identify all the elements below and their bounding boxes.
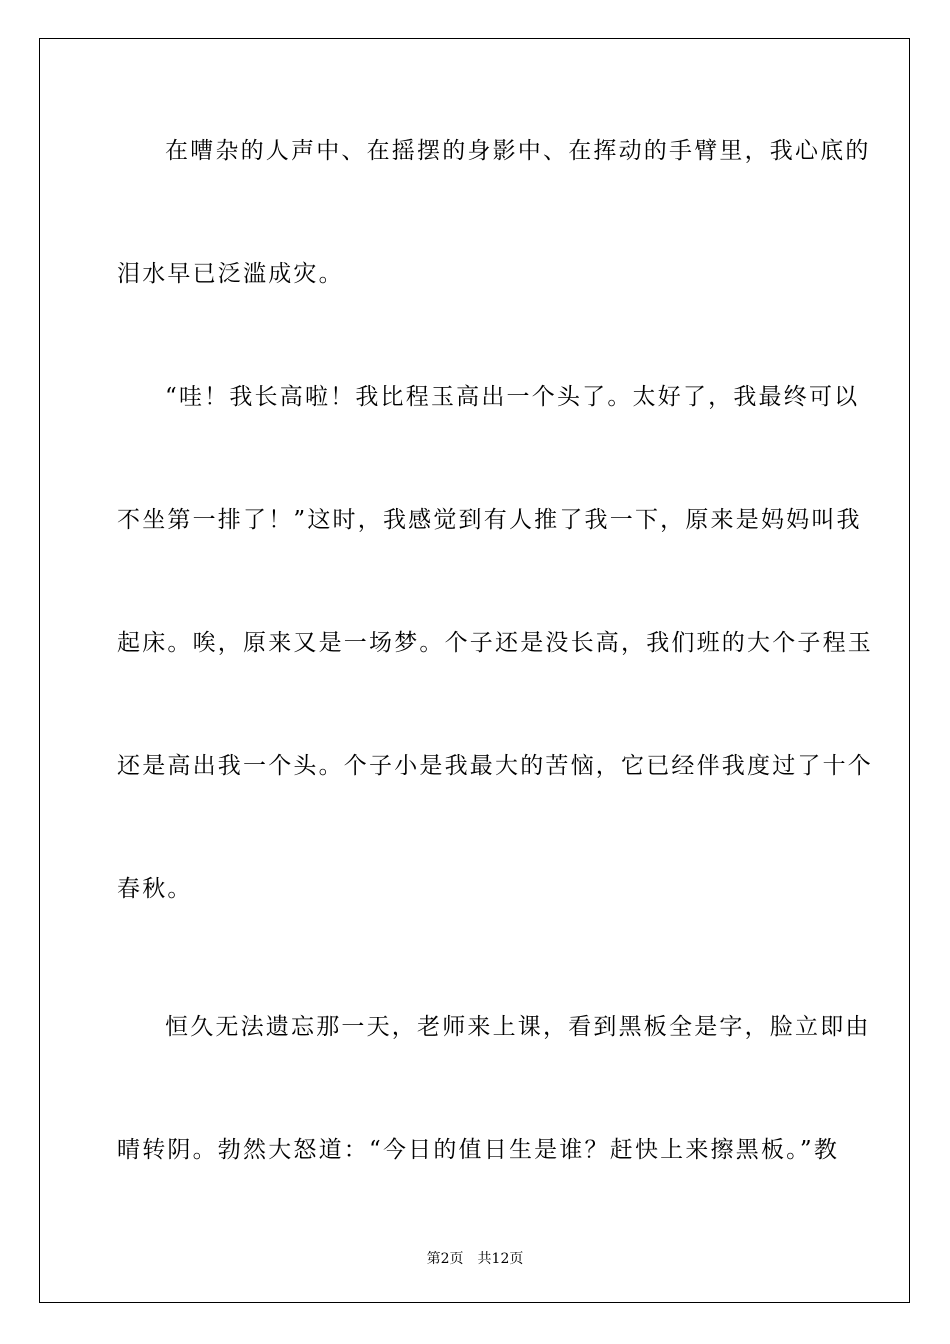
paragraph-line: 在嘈杂的人声中、在摇摆的身影中、在挥动的手臂里，我心底的 xyxy=(165,138,871,164)
page-number-footer: 第2页 共12页 xyxy=(426,1251,524,1267)
paragraph-line: 不坐第一排了！”这时，我感觉到有人推了我一下，原来是妈妈叫我 xyxy=(117,507,862,533)
paragraph-line: “哇！我长高啦！我比程玉高出一个头了。太好了，我最终可以 xyxy=(165,384,860,410)
paragraph-line: 泪水早已泛滥成灾。 xyxy=(117,261,344,287)
paragraph-line: 恒久无法遗忘那一天，老师来上课，看到黑板全是字，脸立即由 xyxy=(165,1014,871,1040)
page-border xyxy=(39,38,910,1303)
paragraph-line: 还是高出我一个头。个子小是我最大的苦恼，它已经伴我度过了十个 xyxy=(117,753,873,779)
paragraph-line: 春秋。 xyxy=(117,876,193,902)
paragraph-line: 起床。唉，原来又是一场梦。个子还是没长高，我们班的大个子程玉 xyxy=(117,630,873,656)
paragraph-line: 晴转阴。勃然大怒道：“今日的值日生是谁？赶快上来擦黑板。”教 xyxy=(117,1137,840,1163)
